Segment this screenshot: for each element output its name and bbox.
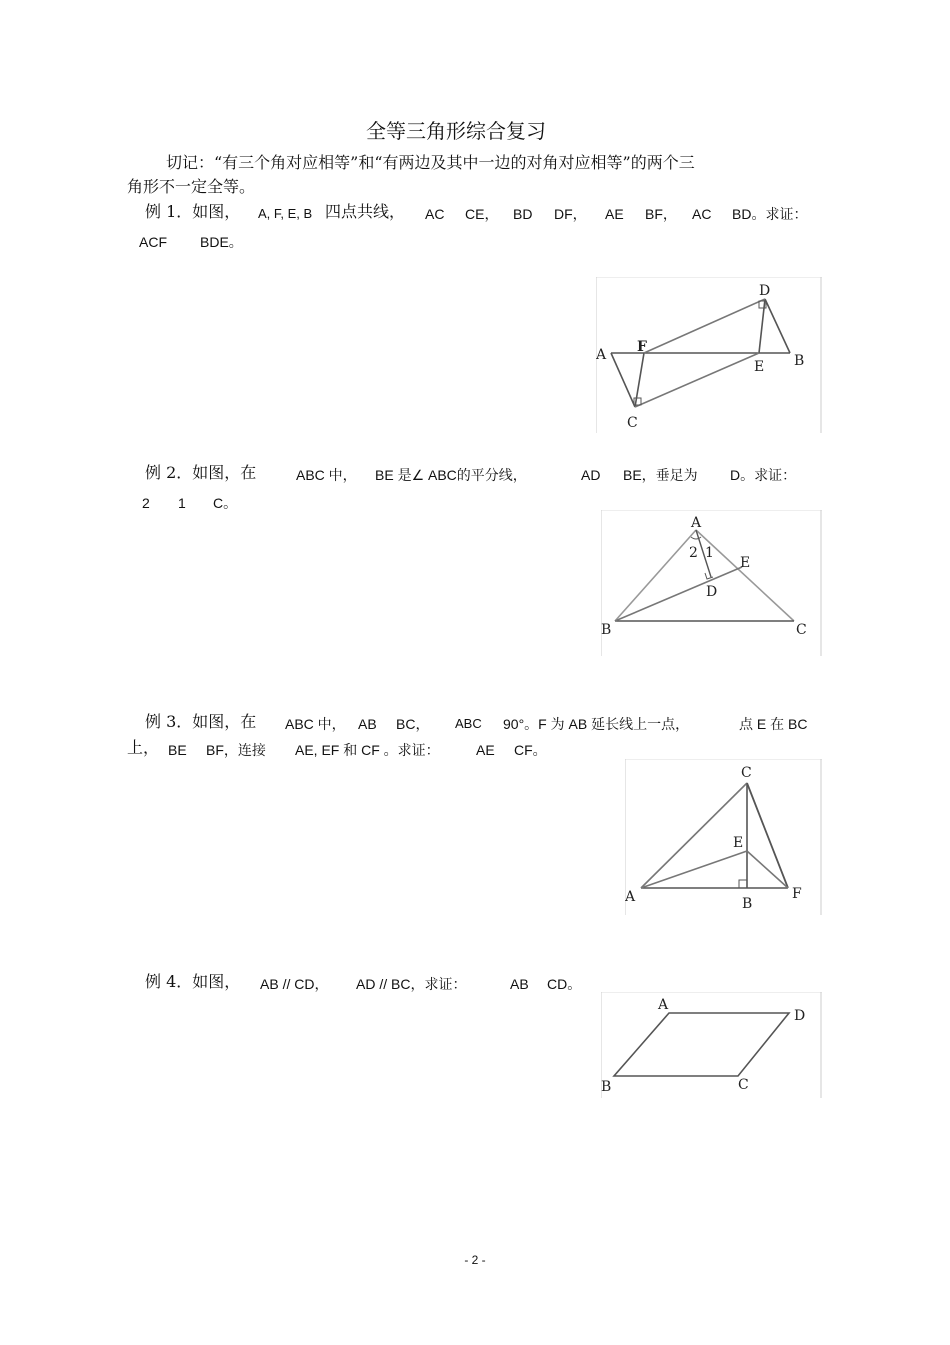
ex1-mid: 四点共线， <box>325 202 406 221</box>
ex2-adb: BE，垂足为 <box>623 467 698 483</box>
ex2-d: D。求证： <box>730 467 797 483</box>
page-title: 全等三角形综合复习 <box>366 119 546 143</box>
ex3-tri: ABC 中， <box>285 716 346 732</box>
ex2-r2: 1 <box>178 495 186 511</box>
fig1-label-e: E <box>754 359 765 375</box>
ex3-cf: CF。 <box>514 742 547 758</box>
ex4-p2: AD // BC，求证： <box>356 976 467 992</box>
ex1-p1: AC <box>425 206 445 222</box>
ex3-line2-start: 上， <box>127 738 160 757</box>
fig3-label-c: C <box>741 765 752 781</box>
fig2-label-e: E <box>740 555 751 571</box>
figure-4 <box>601 992 822 1098</box>
fig4-label-d: D <box>794 1008 806 1024</box>
ex3-abb: BC， <box>396 716 430 732</box>
ex3-prefix: 例 3．如图，在 <box>145 712 257 731</box>
ex2-r1: 2 <box>142 495 150 511</box>
page-number: - 2 - <box>464 1253 486 1267</box>
ex2-r3: C。 <box>213 495 238 511</box>
ex3-be: BE <box>168 742 187 758</box>
fig1-label-f: F <box>637 339 647 355</box>
fig1-label-a: A <box>596 347 607 363</box>
ex3-conn: AE, EF 和 CF 。求证： <box>295 742 440 758</box>
figure-1 <box>596 277 822 433</box>
fig2-label-d: D <box>706 584 718 600</box>
fig2-label-angle-2: 2 <box>689 545 698 561</box>
fig1-label-c: C <box>627 415 638 431</box>
fig1-label-d: D <box>759 283 771 299</box>
fig3-label-b: B <box>742 896 753 912</box>
ex3-ab: AB <box>358 716 377 732</box>
fig4-label-b: B <box>601 1079 612 1095</box>
ex2-ad: AD <box>581 467 601 483</box>
ex1-points: A, F, E, B <box>258 206 313 221</box>
ex4-p1: AB // CD， <box>260 976 329 992</box>
fig3-label-a: A <box>625 889 636 905</box>
ex2-prefix: 例 2．如图，在 <box>145 463 257 482</box>
fig3-label-f: F <box>792 886 802 902</box>
ex1-c2: BDE。 <box>200 234 243 250</box>
ex1-p4b: BD。求证： <box>732 206 808 222</box>
ex3-deg: 90°。F 为 AB 延长线上一点， <box>503 716 690 732</box>
figure-3 <box>625 759 822 915</box>
ex4-prefix: 例 4．如图， <box>145 972 241 991</box>
fig2-label-a: A <box>691 515 702 531</box>
ex3-beb: BF，连接 <box>206 742 266 758</box>
ex1-prefix: 例 1．如图， <box>145 202 241 221</box>
ex3-ae: AE <box>476 742 495 758</box>
figure-2 <box>601 510 822 656</box>
ex2-tri: ABC 中， <box>296 467 357 483</box>
ex1-p4: AC <box>692 206 712 222</box>
fig4-label-a: A <box>658 997 669 1013</box>
fig2-label-c: C <box>796 622 807 638</box>
ex3-ang: ABC <box>455 716 482 731</box>
ex1-p2: BD <box>513 206 533 222</box>
ex1-p2b: DF， <box>554 206 587 222</box>
fig3-label-e: E <box>733 835 744 851</box>
ex4-r2: CD。 <box>547 976 582 992</box>
intro-line-2: 角形不一定全等。 <box>127 177 256 196</box>
ex2-be: BE 是∠ ABC的平分线， <box>375 467 527 483</box>
fig2-label-b: B <box>601 622 612 638</box>
fig4-label-c: C <box>738 1077 749 1093</box>
ex1-p1b: CE， <box>465 206 499 222</box>
fig1-label-b: B <box>794 353 805 369</box>
ex4-r1: AB <box>510 976 529 992</box>
ex3-pe: 点 E 在 BC <box>739 716 808 732</box>
intro-line-1: 切记：“有三个角对应相等”和“有两边及其中一边的对角对应相等”的两个三 <box>166 153 695 172</box>
fig2-label-angle-1: 1 <box>705 545 714 561</box>
ex1-p3b: BF， <box>645 206 677 222</box>
ex1-p3: AE <box>605 206 624 222</box>
ex1-c1: ACF <box>139 234 167 250</box>
